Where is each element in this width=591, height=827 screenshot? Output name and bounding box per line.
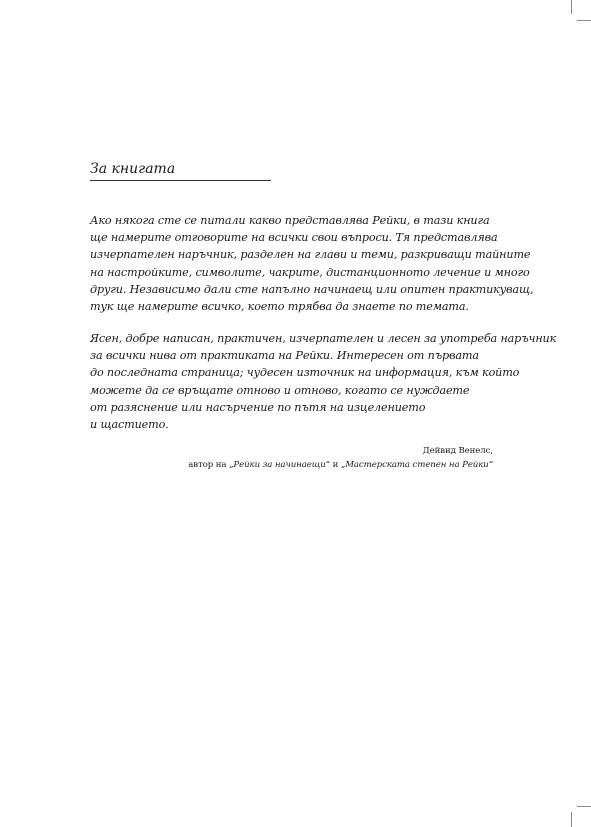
attribution-works <box>188 458 493 472</box>
paragraph-line: тук ще намерите всичко, което трябва да знаете по темата. <box>90 300 469 314</box>
crop-mark-bottom-horizontal <box>577 806 591 807</box>
paragraph-intro <box>90 212 533 315</box>
crop-mark-top-horizontal <box>577 20 591 21</box>
paragraph-line: ще намерите отговорите на всички свои въпроси. Тя представлява <box>90 231 498 245</box>
paragraph-line: от разяснение или насърчение по пътя на изцелението <box>90 400 426 414</box>
attribution-prefix: автор на <box>188 460 230 470</box>
attribution-connector: и <box>329 460 341 470</box>
section-heading: За книгата <box>90 161 176 177</box>
book-title-2: „Мастерската степен на Рейки“ <box>340 460 493 470</box>
paragraph-line: на настройките, символите, чакрите, дистанционното лечение и много <box>90 265 530 279</box>
paragraph-line: други. Независимо дали сте напълно начинаещ или опитен практикуващ, <box>90 282 534 296</box>
paragraph-line: до последната страница; чудесен източник на информация, към който <box>90 366 520 380</box>
heading-underline <box>90 180 271 181</box>
paragraph-line: за всички нива от практиката на Рейки. Интересен от първата <box>90 349 479 363</box>
paragraph-line: можете да се връщате отново и отново, когато се нуждаете <box>90 383 470 397</box>
paragraph-line: и щастието. <box>90 418 169 432</box>
book-title-1: „Рейки за начинаещи“ <box>229 460 330 470</box>
paragraph-line: изчерпателен наръчник, разделен на глави и теми, разкриващи тайните <box>90 248 531 262</box>
paragraph-review-quote <box>90 330 556 433</box>
crop-mark-bottom-vertical <box>571 812 572 827</box>
quote-attribution <box>188 444 493 472</box>
crop-mark-top-vertical <box>571 0 572 14</box>
attribution-author: Дейвид Венелс, <box>422 446 493 456</box>
paragraph-line: Ако някога сте се питали какво представлява Рейки, в тази книга <box>90 214 490 227</box>
paragraph-line: Ясен, добре написан, практичен, изчерпателен и лесен за употреба наръчник <box>90 332 557 345</box>
